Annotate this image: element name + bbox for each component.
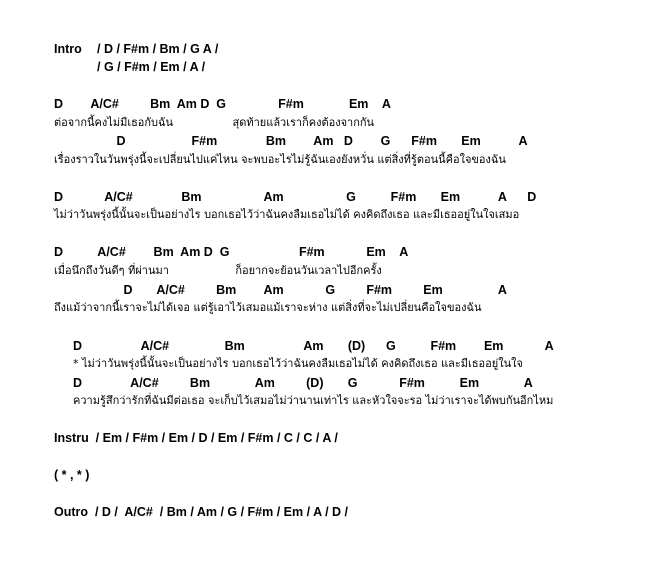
instru-line: Instru / Em / F#m / Em / D / Em / F#m / C / C / A / [54,431,338,445]
verse3-lyrics-2: ถึงแม้ว่าจากนี้เราจะไม่ได้เจอ แต่รู้เอาไว้เสมอแม้เราจะห่าง แต่สิ่งที่จะไม่เปลี่ยนคือใจของฉัน [54,301,482,314]
verse1-chords-2: D F#m Bm Am D G F#m Em A [54,134,528,148]
verse1-lyrics-2: เรื่องราวในวันพรุ่งนี้จะเปลี่ยนไปแค่ไหน จะพบอะไรไม่รู้ฉันเองยังหวั่น แต่สิ่งที่รู้ตอนนี้คือใจของฉัน [54,153,506,166]
verse3-chords-2: D A/C# Bm Am G F#m Em A [54,283,507,297]
verse3-chords-1: D A/C# Bm Am D G F#m Em A [54,245,409,259]
chorus-lyrics-1: * ไม่ว่าวันพรุ่งนี้นั้นจะเป็นอย่างไร บอกเธอไว้ว่าฉันคงลืมเธอไม่ได้ คงคิดถึงเธอ และมีเธออยู่ในใจ [73,357,523,370]
intro-chords-line-1: / D / F#m / Bm / G A / [97,42,219,56]
chorus-chords-1: D A/C# Bm Am (D) G F#m Em A [73,339,554,353]
verse3-lyrics-1: เมื่อนึกถึงวันดีๆ ที่ผ่านมา ก็อยากจะย้อนวันเวลาไปอีกครั้ง [54,264,382,277]
intro-label: Intro [54,42,82,56]
chorus-chords-2: D A/C# Bm Am (D) G F#m Em A [73,376,533,390]
chorus-lyrics-2: ความรู้สึกว่ารักที่ฉันมีต่อเธอ จะเก็บไว้เสมอไม่ว่านานเท่าไร และหัวใจจะรอ ไม่ว่าเราจะได้พบกันอีกไหม [73,394,554,407]
intro-chords-line-2: / G / F#m / Em / A / [97,60,206,74]
verse1-chords-1: D A/C# Bm Am D G F#m Em A [54,97,391,111]
verse2-lyrics-1: ไม่ว่าวันพรุ่งนี้นั้นจะเป็นอย่างไร บอกเธอไว้ว่าฉันคงลืมเธอไม่ได้ คงคิดถึงเธอ และมีเธออยู่ในใจเสมอ [54,208,520,221]
repeat-marker: ( * , * ) [54,468,90,482]
verse2-chords-1: D A/C# Bm Am G F#m Em A D [54,190,537,204]
outro-line: Outro / D / A/C# / Bm / Am / G / F#m / Em / A / D / [54,505,349,519]
verse1-lyrics-1: ต่อจากนี้คงไม่มีเธอกับฉัน สุดท้ายแล้วเราก็คงต้องจากกัน [54,116,375,129]
